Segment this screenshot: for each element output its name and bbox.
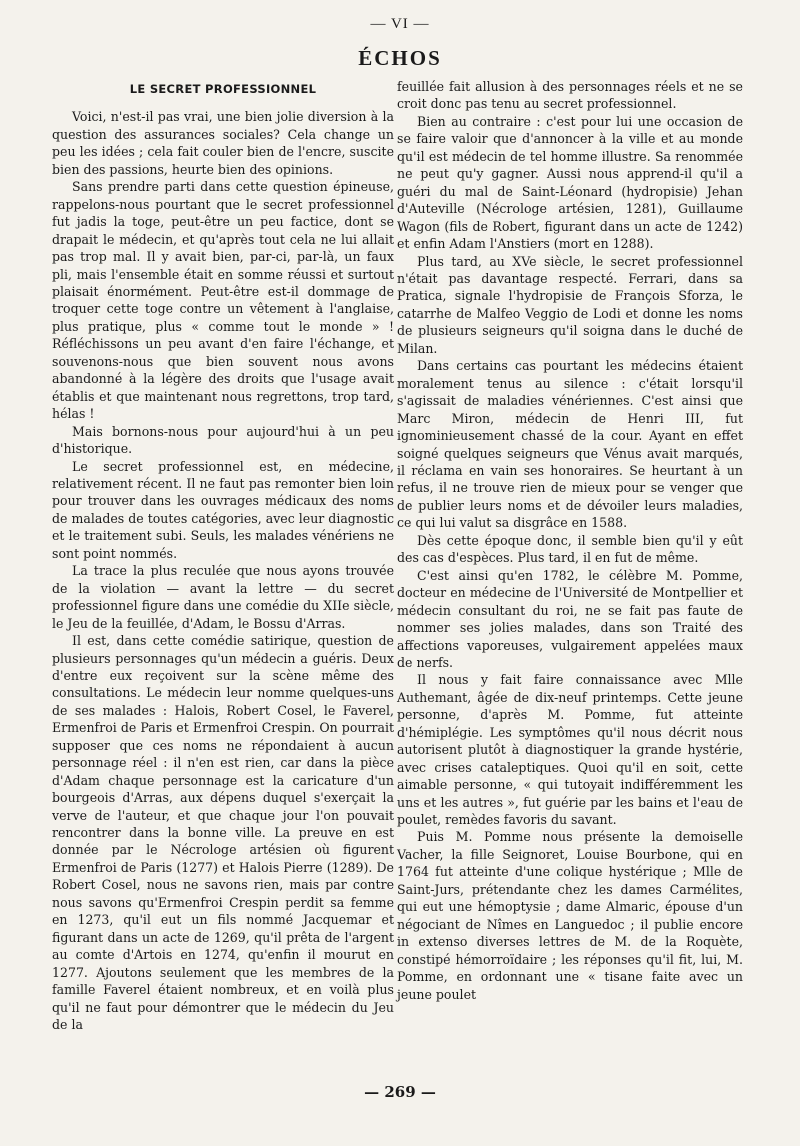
paragraph: Il nous y fait faire connaissance avec Mlle Authemant, âgée de dix-neuf printemps. Cette jeune personne, d'après M. Pomme, fut atteinte d'hémiplégie. Les symptômes qu'il nous décrit nous autorisent plutôt à diagnostiquer la grande hystérie, avec crises cataleptiques. Quoi qu'il en soit, cette aimable personne, « qui tutoyait indifféremment les uns et les autres », fut guérie par les bains et l'eau de poulet, remèdes favoris du savant.: [397, 672, 743, 828]
paragraph: C'est ainsi qu'en 1782, le célèbre M. Pomme, docteur en médecine de l'Université de Montpellier et médecin consultant du roi, ne se fait pas faute de nommer ses jolies malades, dans son Traité des affections vaporeuses, vulgairement appelées maux de nerfs.: [397, 567, 743, 670]
paragraph: Sans prendre parti dans cette question épineuse, rappelons-nous pourtant que le secret professionnel fut jadis la toge, peut-être un peu factice, dont se drapait le médecin, et qu'après tout cela ne lui allait pas trop mal. Il y avait bien, par-ci, par-là, un faux pli, mais l'ensemble était en somme réussi et surtout plaisait énormément. Peut-être est-il dommage de troquer cette toge contre un vêtement à l'anglaise, plus pratique, plus « comme tout le monde » ! Réfléchissons un peu avant d'en faire l'échange, et souvenons-nous que bien souvent nous avons abandonné à la légère des droits que l'usage avait établis et que maintenant nous regrettons, trop tard, hélas !: [52, 179, 394, 422]
paragraph: feuillée fait allusion à des personnages réels et ne se croit donc pas tenu au secret professionnel.: [397, 79, 743, 112]
paragraph: Dans certains cas pourtant les médecins étaient moralement tenus au silence : c'était lorsqu'il s'agissait de maladies vénériennes. C'est ainsi que Marc Miron, médecin de Henri III, fut ignominieusement chassé de la cour. Ayant en effet soigné quelques seigneurs que Vénus avait marqués, il réclama en vain ses honoraires. Se heurtant à un refus, il ne trouve rien de mieux pour se venger que de publier leurs noms et de dévoiler leurs maladies, ce qui lui valut sa disgrâce en 1588.: [397, 358, 743, 531]
paragraph: Puis M. Pomme nous présente la demoiselle Vacher, la fille Seignoret, Louise Bourbone, qui en 1764 fut atteinte d'une colique hystérique ; Mlle de Saint-Jurs, prétendante chez les dames Carmélites, qui eut une hémoptysie ; dame Almaric, épouse d'un négociant de Nîmes en Languedoc ; il publie encore in extenso diverses lettres de M. de la Roquète, constipé hémorroïdaire ; les réponses qu'il fit, lui, M. Pomme, en ordonnant une « tisane faite avec un jeune poulet: [397, 829, 743, 1002]
page-title: ÉCHOS: [358, 46, 442, 70]
paragraph: Bien au contraire : c'est pour lui une occasion de se faire valoir que d'annoncer à la ville et au monde qu'il est médecin de tel homme illustre. Sa renommée ne peut qu'y gagner. Aussi nous apprend-il qu'il a guéri du mal de Saint-Léonard (hydropisie) Jehan d'Auteville (Nécrologe artésien, 1281), Guillaume Wagon (fils de Robert, figurant dans un acte de 1242) et enfin Adam l'Anstiers (mort en 1288).: [397, 113, 743, 252]
paragraph: Plus tard, au XVe siècle, le secret professionnel n'était pas davantage respecté. Ferrari, dans sa Pratica, signale l'hydropisie de François Sforza, le catarrhe de Malfeo Veggio de Lodi et donne les noms de plusieurs seigneurs qu'il soigna dans le duché de Milan.: [397, 253, 743, 356]
page-header-roman-numeral: — VI —: [370, 16, 430, 32]
paragraph: Voici, n'est-il pas vrai, une bien jolie diversion à la question des assurances sociales? Cela change un peu les idées ; cela fait couler bien de l'encre, suscite bien des passions, heurte bien des opinions.: [52, 109, 394, 177]
paragraph: Il est, dans cette comédie satirique, question de plusieurs personnages qu'un médecin a guéris. Deux d'entre eux reçoivent sur la scène même des consultations. Le médecin leur nomme quelques-uns de ses malades : Halois, Robert Cosel, le Faverel, Ermenfroi de Paris et Ermenfroi Crespin. On pourrait supposer que ces noms ne répondaient à aucun personnage réel : il n'en est rien, car dans la pièce d'Adam chaque personnage est la caricature d'un bourgeois d'Arras, aux dépens duquel s'exerçait la verve de l'auteur, et que chaque jour l'on pouvait rencontrer dans la bonne ville. La preuve en est donnée par le Nécrologe artésien où figurent Ermenfroi de Paris (1277) et Halois Pierre (1289). De Robert Cosel, nous ne savons rien, mais par contre nous savons qu'Ermenfroi Crespin perdit sa femme en 1273, qu'il eut un fils nommé Jacquemar et figurant dans un acte de 1269, qu'il prêta de l'argent au comte d'Artois en 1274, qu'enfin il mourut en 1277. Ajoutons seulement que les membres de la famille Faverel étaient nombreux, et en voilà plus qu'il ne faut pour démontrer que le médecin du Jeu de la: [52, 633, 394, 1033]
paragraph: Mais bornons-nous pour aujourd'hui à un peu d'historique.: [52, 423, 394, 457]
paragraph: Dès cette époque donc, il semble bien qu'il y eût des cas d'espèces. Plus tard, il en fut de même.: [397, 532, 743, 566]
paragraph: Le secret professionnel est, en médecine, relativement récent. Il ne faut pas remonter bien loin pour trouver dans les ouvrages médicaux des noms de malades de toutes catégories, avec leur diagnostic et le traitement subi. Seuls, les malades vénériens ne sont point nommés.: [52, 458, 394, 561]
left-column: [52, 78, 394, 1033]
right-column: [397, 78, 743, 1003]
paragraph: La trace la plus reculée que nous ayons trouvée de la violation — avant la lettre — du secret professionnel figure dans une comédie du XIIe siècle, le Jeu de la feuillée, d'Adam, le Bossu d'Arras.: [52, 563, 394, 631]
section-title: LE SECRET PROFESSIONNEL: [129, 82, 317, 96]
page-number: — 269 —: [364, 1083, 436, 1101]
